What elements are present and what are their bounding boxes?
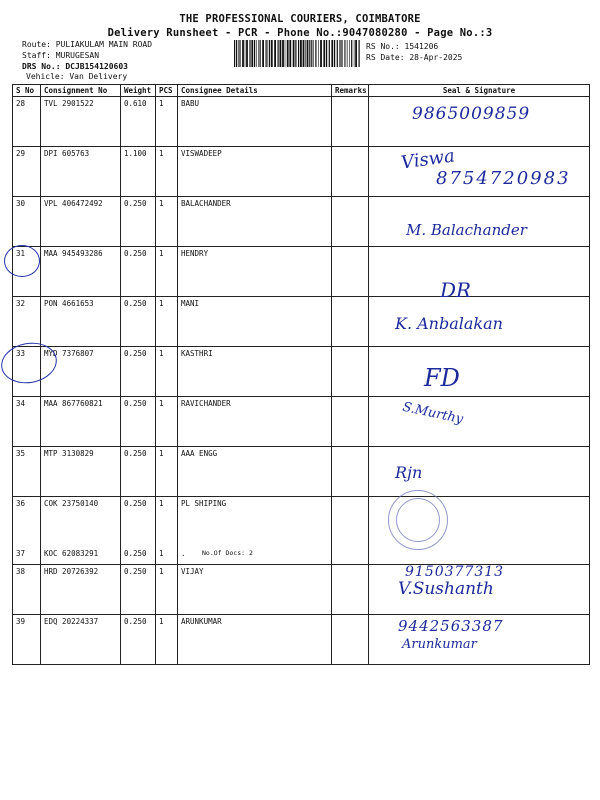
signature-33: FD (424, 364, 460, 392)
rs-number: RS No.: 1541206 (366, 42, 439, 51)
cell-consignment: TVL 2901522 (41, 97, 121, 147)
cell-weight: 0.250 (121, 497, 156, 547)
signature-39-phone: 9442563387 (398, 617, 504, 635)
route-text: Route: PULIAKULAM MAIN ROAD (22, 40, 153, 49)
cell-sno: 37 (13, 547, 41, 565)
cell-consignment: EDQ 20224337 (41, 615, 121, 665)
cell-consignee: . (178, 547, 332, 565)
cell-remarks (332, 447, 369, 497)
circle-mark-31 (4, 245, 40, 277)
cell-pcs: 1 (156, 97, 178, 147)
cell-remarks (332, 615, 369, 665)
cell-weight: 0.250 (121, 615, 156, 665)
cell-sno: 30 (13, 197, 41, 247)
cell-seal-signature (369, 397, 590, 447)
cell-consignee: ARUNKUMAR (178, 615, 332, 665)
cell-weight: 0.250 (121, 197, 156, 247)
cell-remarks (332, 97, 369, 147)
table-row (13, 547, 590, 565)
cell-consignment: PON 4661653 (41, 297, 121, 347)
cell-remarks (332, 297, 369, 347)
cell-consignee: BALACHANDER (178, 197, 332, 247)
cell-consignment: MYD 7376807 (41, 347, 121, 397)
table-row (13, 397, 590, 447)
cell-weight: 0.250 (121, 547, 156, 565)
cell-consignment: MAA 867760821 (41, 397, 121, 447)
cell-consignee: BABU (178, 97, 332, 147)
cell-sno: 35 (13, 447, 41, 497)
cell-consignment: DPI 605763 (41, 147, 121, 197)
company-title: THE PROFESSIONAL COURIERS, COIMBATORE (179, 13, 421, 25)
cell-sno: 32 (13, 297, 41, 347)
signature-28: 9865009859 (412, 104, 531, 124)
drs-number: DRS No.: DCJB154120603 (22, 62, 128, 71)
col-weight: Weight (121, 85, 156, 97)
cell-pcs: 1 (156, 247, 178, 297)
signature-30: M. Balachander (406, 221, 527, 239)
signature-34: S.Murthy (401, 399, 465, 428)
cell-pcs: 1 (156, 147, 178, 197)
cell-consignment: HRD 20726392 (41, 565, 121, 615)
cell-sno: 28 (13, 97, 41, 147)
signature-29-phone: 8754720983 (436, 168, 571, 189)
cell-seal-signature (369, 547, 590, 565)
cell-consignment: MTP 3130829 (41, 447, 121, 497)
vehicle-text: Vehicle: Van Delivery (26, 72, 128, 81)
cell-consignment: MAA 945493286 (41, 247, 121, 297)
col-sno: S No (13, 85, 41, 97)
cell-remarks (332, 247, 369, 297)
table-row (13, 447, 590, 497)
cell-remarks (332, 497, 369, 547)
cell-pcs: 1 (156, 397, 178, 447)
cell-weight: 0.250 (121, 447, 156, 497)
cell-pcs: 1 (156, 497, 178, 547)
table-row (13, 497, 590, 547)
runsheet-title: Delivery Runsheet - PCR - Phone No.:9047080280 - Page No.:3 (107, 27, 493, 39)
cell-consignment: VPL 406472492 (41, 197, 121, 247)
cell-consignee: KASTHRI (178, 347, 332, 397)
cell-consignee: VISWADEEP (178, 147, 332, 197)
signature-38-name: V.Sushanth (398, 579, 494, 599)
cell-sno: 36 (13, 497, 41, 547)
cell-sno: 38 (13, 565, 41, 615)
cell-consignee: MANI (178, 297, 332, 347)
staff-text: Staff: MURUGESAN (22, 51, 100, 60)
cell-pcs: 1 (156, 197, 178, 247)
cell-remarks (332, 397, 369, 447)
cell-pcs: 1 (156, 615, 178, 665)
cell-weight: 0.250 (121, 247, 156, 297)
cell-pcs: 1 (156, 297, 178, 347)
cell-remarks (332, 147, 369, 197)
table-row (13, 247, 590, 297)
cell-pcs: 1 (156, 547, 178, 565)
col-remarks: Remarks (332, 85, 369, 97)
cell-consignee: RAVICHANDER (178, 397, 332, 447)
cell-consignee: HENDRY (178, 247, 332, 297)
cell-consignee: PL SHIPING (178, 497, 332, 547)
signature-38-phone: 9150377313 (405, 564, 505, 580)
cell-remarks (332, 565, 369, 615)
signature-35: Rjn (395, 463, 423, 482)
cell-sno: 31 (13, 247, 41, 297)
col-pcs: PCS (156, 85, 178, 97)
signature-31: DR (440, 278, 472, 302)
cell-seal-signature (369, 347, 590, 397)
cell-remarks (332, 197, 369, 247)
cell-consignment: KOC 62083291 (41, 547, 121, 565)
cell-sno: 33 (13, 347, 41, 397)
cell-sno: 34 (13, 397, 41, 447)
cell-sno: 29 (13, 147, 41, 197)
cell-consignment: COK 23750140 (41, 497, 121, 547)
docs-count: No.Of Docs: 2 (202, 549, 253, 557)
cell-pcs: 1 (156, 347, 178, 397)
cell-remarks (332, 347, 369, 397)
cell-pcs: 1 (156, 447, 178, 497)
signature-29-scrawl: Viswa (399, 145, 457, 174)
cell-weight: 1.100 (121, 147, 156, 197)
col-consignee: Consignee Details (178, 85, 332, 97)
table-header-row (13, 85, 590, 97)
cell-consignee: AAA ENGG (178, 447, 332, 497)
cell-weight: 0.250 (121, 565, 156, 615)
rs-date: RS Date: 28-Apr-2025 (366, 53, 463, 62)
table-row (13, 347, 590, 397)
col-consignment: Consignment No (41, 85, 121, 97)
cell-consignee: VIJAY (178, 565, 332, 615)
cell-pcs: 1 (156, 565, 178, 615)
cell-weight: 0.610 (121, 97, 156, 147)
cell-remarks (332, 547, 369, 565)
rubber-stamp-inner (396, 498, 440, 542)
barcode-image (233, 40, 361, 67)
cell-weight: 0.250 (121, 297, 156, 347)
cell-weight: 0.250 (121, 397, 156, 447)
cell-seal-signature (369, 247, 590, 297)
signature-32: K. Anbalakan (395, 314, 503, 333)
cell-sno: 39 (13, 615, 41, 665)
col-seal-signature: Seal & Signature (369, 85, 590, 97)
signature-39-name: Arunkumar (402, 637, 477, 652)
cell-weight: 0.250 (121, 347, 156, 397)
